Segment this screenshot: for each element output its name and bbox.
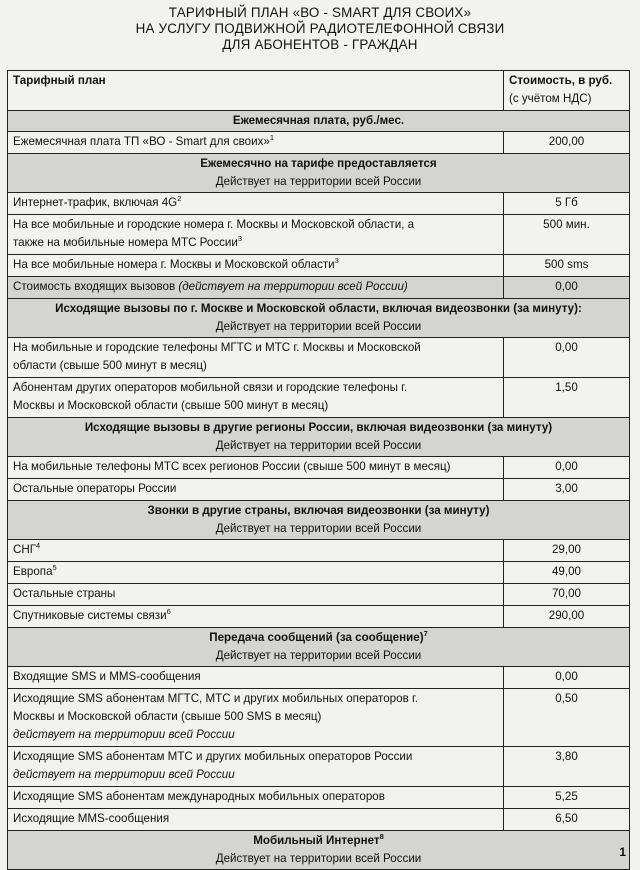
table-row — [8, 255, 630, 277]
row-label-line1: Исходящие SMS абонентам МГТС, МТС и других мобильных операторов г. — [13, 692, 418, 705]
row-value: 0,00 — [504, 338, 630, 378]
footnote-mark: 3 — [237, 234, 243, 244]
row-value: 500 мин. — [504, 215, 630, 255]
row-label-line1: На мобильные и городские телефоны МГТС и МТС г. Москвы и Московской — [13, 341, 421, 354]
section-subtitle: Действует на территории всей России — [215, 649, 422, 662]
table-row — [8, 378, 630, 418]
page-number: 1 — [619, 845, 626, 859]
table-header-row — [8, 71, 630, 111]
footnote-mark: 6 — [166, 607, 171, 617]
row-label: Спутниковые системы связи — [13, 609, 167, 622]
section-title-text: Передача сообщений (за сообщение) — [209, 631, 424, 644]
document-title — [0, 5, 640, 53]
table-row — [8, 787, 630, 809]
table-row — [8, 338, 630, 378]
table-row — [8, 132, 630, 154]
row-label: Европа — [13, 565, 53, 578]
row-label: На все мобильные номера г. Москвы и Московской области — [13, 258, 335, 271]
footnote-mark: 4 — [36, 541, 41, 551]
section-header — [8, 501, 630, 540]
section-title — [13, 629, 624, 647]
row-label-line2: области (свыше 500 минут в месяц) — [13, 359, 207, 372]
footnote-mark: 1 — [269, 133, 274, 143]
row-label-line1: На все мобильные и городские номера г. Москвы и Московской области, а — [13, 218, 415, 231]
row-label-line1: Абонентам других операторов мобильной связи и городские телефоны г. — [13, 381, 408, 394]
row-label: Интернет-трафик, включая 4G — [13, 196, 178, 209]
table-row — [8, 689, 630, 747]
section-header — [8, 111, 630, 132]
table-row — [8, 747, 630, 787]
section-subtitle: Действует на территории всей России — [215, 439, 422, 452]
section-title: Ежемесячная плата, руб./мес. — [232, 114, 405, 127]
row-value: 200,00 — [504, 132, 630, 154]
table-row — [8, 606, 630, 628]
table-row — [8, 809, 630, 831]
row-label-line2: Москвы и Московской области (свыше 500 SMS в месяц) — [13, 710, 322, 723]
row-label: Остальные операторы России — [13, 482, 177, 495]
table-row — [8, 277, 630, 299]
table-row — [8, 562, 630, 584]
section-title: Исходящие вызовы в другие регионы России, включая видеозвонки (за минуту) — [84, 421, 553, 434]
section-title: Ежемесячно на тарифе предоставляется — [200, 157, 437, 170]
table-row — [8, 667, 630, 689]
row-value: 70,00 — [504, 584, 630, 606]
row-value: 3,00 — [504, 479, 630, 501]
header-cost — [504, 71, 630, 111]
row-value: 0,00 — [504, 457, 630, 479]
row-label: Исходящие SMS абонентам международных мобильных операторов — [13, 790, 385, 803]
section-header — [8, 418, 630, 457]
row-value: 0,00 — [504, 277, 630, 299]
row-label: Входящие SMS и MMS-сообщения — [13, 670, 201, 683]
row-value: 500 sms — [504, 255, 630, 277]
footnote-mark: 8 — [379, 832, 384, 842]
section-title — [13, 832, 624, 850]
section-subtitle: Действует на территории всей России — [215, 852, 422, 865]
row-label: Исходящие SMS абонентам МТС и других мобильных операторов России — [13, 750, 413, 763]
section-header — [8, 831, 630, 870]
title-line-1: ТАРИФНЫЙ ПЛАН «ВО - SMART ДЛЯ СВОИХ» — [168, 5, 472, 20]
header-plan: Тарифный план — [8, 71, 504, 111]
row-value: 29,00 — [504, 540, 630, 562]
footnote-mark: 5 — [52, 563, 57, 573]
row-value: 0,00 — [504, 667, 630, 689]
table-row — [8, 193, 630, 215]
title-line-2: НА УСЛУГУ ПОДВИЖНОЙ РАДИОТЕЛЕФОННОЙ СВЯЗИ — [135, 21, 505, 36]
row-label: Исходящие MMS-сообщения — [13, 812, 170, 825]
section-subtitle: Действует на территории всей России — [215, 320, 422, 333]
row-label-line2: Москвы и Московской области (свыше 500 минут в месяц) — [13, 399, 329, 412]
row-label: Стоимость входящих вызовов — [13, 280, 176, 293]
table-row — [8, 479, 630, 501]
header-cost-line1: Стоимость, в руб. — [509, 74, 613, 87]
footnote-mark: 7 — [423, 629, 428, 639]
row-label: На мобильные телефоны МТС всех регионов России (свыше 500 минут в месяц) — [13, 460, 451, 473]
row-value: 3,80 — [504, 747, 630, 787]
row-value: 290,00 — [504, 606, 630, 628]
section-header — [8, 154, 630, 193]
section-subtitle: Действует на территории всей России — [215, 522, 422, 535]
row-value: 1,50 — [504, 378, 630, 418]
section-subtitle: Действует на территории всей России — [215, 175, 422, 188]
section-title: Звонки в другие страны, включая видеозвонки (за минуту) — [147, 504, 490, 517]
section-title-text: Мобильный Интернет — [253, 834, 380, 847]
row-value: 49,00 — [504, 562, 630, 584]
section-title: Исходящие вызовы по г. Москве и Московской области, включая видеозвонки (за минуту): — [55, 302, 582, 315]
tariff-table — [7, 70, 630, 870]
row-value: 5 Гб — [504, 193, 630, 215]
section-header — [8, 628, 630, 667]
row-label-line2: также на мобильные номера МТС России — [13, 236, 238, 249]
section-header — [8, 299, 630, 338]
header-cost-line2: (с учётом НДС) — [509, 92, 592, 105]
row-label: Остальные страны — [13, 587, 116, 600]
row-label-italic: действует на территории всей России — [13, 728, 235, 741]
row-value: 5,25 — [504, 787, 630, 809]
title-line-3: ДЛЯ АБОНЕНТОВ - ГРАЖДАН — [222, 37, 418, 52]
table-row — [8, 540, 630, 562]
table-row — [8, 215, 630, 255]
table-row — [8, 457, 630, 479]
row-label-italic: действует на территории всей России — [13, 768, 235, 781]
row-label-italic: (действует на территории всей России) — [178, 280, 408, 293]
row-value: 0,50 — [504, 689, 630, 747]
row-value: 6,50 — [504, 809, 630, 831]
footnote-mark: 2 — [177, 194, 182, 204]
table-row — [8, 584, 630, 606]
row-label: Ежемесячная плата ТП «ВО - Smart для своих» — [13, 135, 270, 148]
row-label: СНГ — [13, 543, 37, 556]
footnote-mark: 3 — [334, 256, 339, 266]
